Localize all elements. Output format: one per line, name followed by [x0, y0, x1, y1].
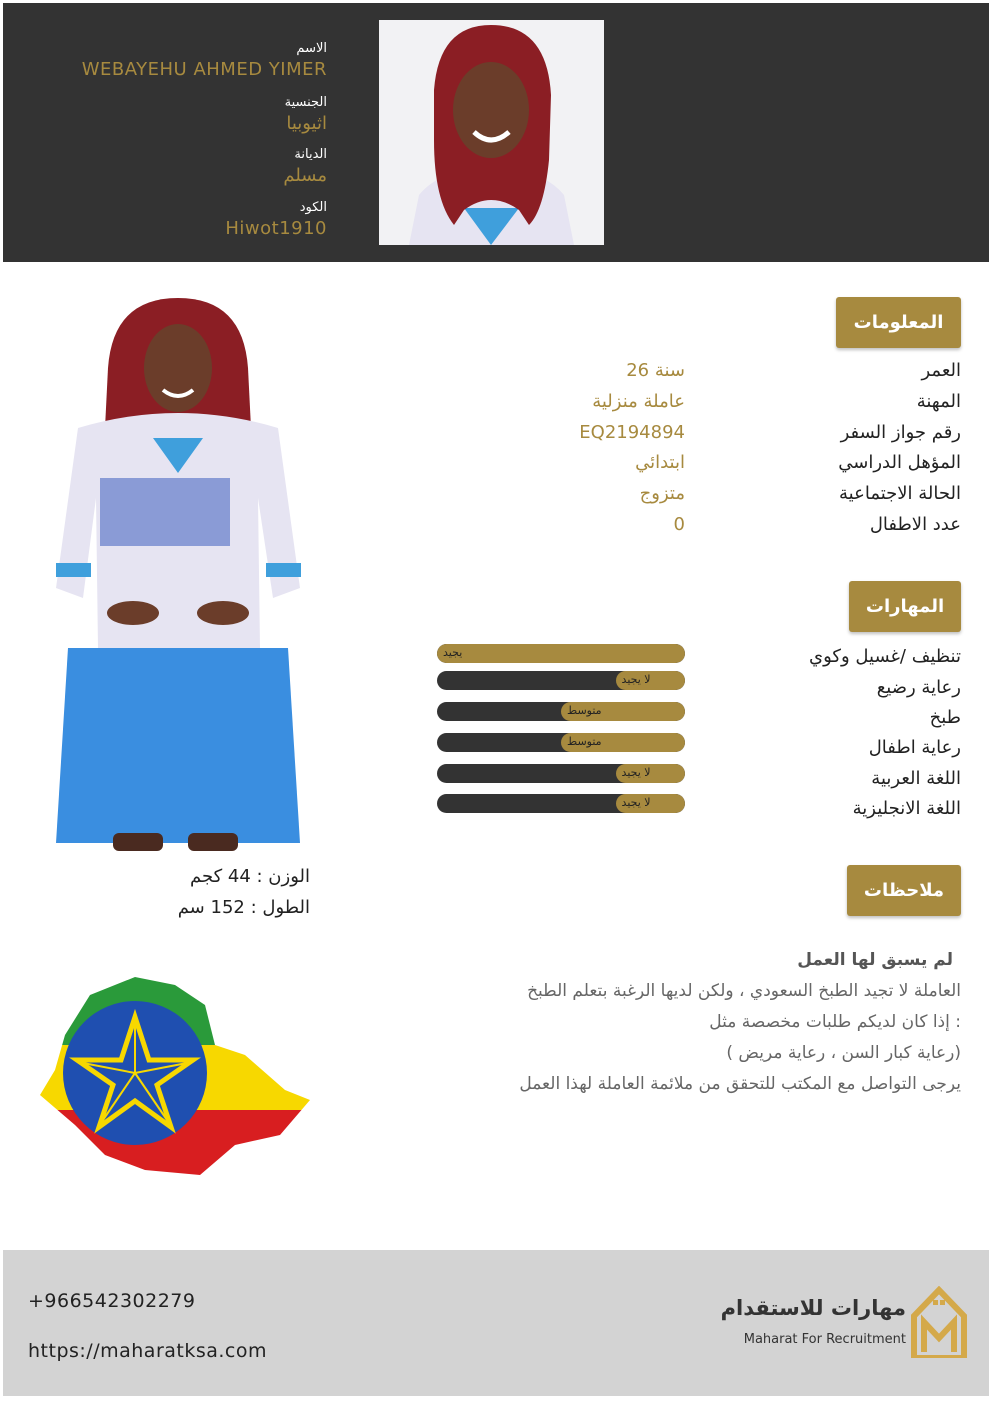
portrait-photo — [379, 20, 604, 245]
code-block — [225, 200, 327, 239]
skill-level-bar — [437, 733, 685, 752]
info-section-title: المعلومات — [836, 297, 961, 348]
notes-line: العاملة لا تجيد الطبخ السعودي ، ولكن لديها الرغبة بتعلم الطبخ — [527, 981, 961, 1001]
info-label: العمر — [921, 360, 961, 381]
house-m-logo-icon — [910, 1286, 968, 1358]
skill-label: طبخ — [929, 707, 961, 728]
footer — [3, 1250, 989, 1396]
info-value: 26 سنة — [626, 360, 685, 381]
company-logo — [720, 1286, 968, 1361]
code-value: Hiwot1910 — [225, 218, 327, 239]
logo-english-text: Maharat For Recruitment — [743, 1332, 906, 1347]
weight-text: الوزن : 44 كجم — [190, 866, 310, 887]
info-label: المهنة — [916, 391, 961, 412]
skill-level-bar — [437, 794, 685, 813]
info-value: 0 — [673, 514, 685, 535]
skill-level-bar — [437, 644, 685, 663]
skill-level-text: متوسط — [567, 735, 602, 748]
nationality-block — [285, 95, 327, 134]
skill-level-bar — [437, 702, 685, 721]
skill-label: رعاية اطفال — [868, 737, 961, 758]
name-block — [82, 41, 327, 80]
skill-level-text: يجيد — [443, 646, 463, 659]
skill-label: اللغة الانجليزية — [852, 798, 961, 819]
skill-level-text: لا يجيد — [621, 796, 651, 809]
skill-label: رعاية رضيع — [876, 677, 961, 698]
logo-arabic-text: مهارات للاستقدام — [720, 1296, 906, 1320]
skill-label: تنظيف /غسيل وكوي — [809, 646, 961, 667]
info-value: ابتدائي — [635, 452, 685, 473]
nationality-value: اثيوبيا — [286, 113, 327, 134]
skills-section-title: المهارات — [849, 581, 961, 632]
notes-section-title: ملاحظات — [847, 865, 961, 916]
website-link[interactable]: https://maharatksa.com — [28, 1340, 268, 1362]
skill-level-text: لا يجيد — [621, 766, 651, 779]
code-label: الكود — [299, 200, 327, 215]
phone-number[interactable]: +966542302279 — [28, 1290, 196, 1312]
full-body-photo — [38, 298, 316, 858]
notes-line: إذا كان لديكم طلبات مخصصة مثل : — [709, 1012, 961, 1032]
info-label: رقم جواز السفر — [840, 422, 961, 443]
ethiopia-flag-map — [35, 975, 315, 1180]
skill-level-bar — [437, 764, 685, 783]
notes-heading: لم يسبق لها العمل — [797, 950, 953, 970]
skill-level-text: متوسط — [567, 704, 602, 717]
notes-block — [519, 950, 961, 1105]
skill-level-fill — [437, 644, 685, 663]
notes-line: ( رعاية كبار السن ، رعاية مريض) — [726, 1043, 961, 1063]
height-text: الطول : 152 سم — [177, 897, 310, 918]
notes-line: يرجى التواصل مع المكتب للتحقق من ملائمة العاملة لهذا العمل — [519, 1074, 961, 1094]
nationality-label: الجنسية — [284, 95, 327, 110]
info-label: عدد الاطفال — [869, 514, 961, 535]
info-value: EQ2194894 — [579, 422, 685, 443]
name-label: الاسم — [296, 41, 327, 56]
religion-block — [283, 147, 327, 186]
skill-level-text: لا يجيد — [621, 673, 651, 686]
religion-value: مسلم — [283, 165, 327, 186]
info-label: المؤهل الدراسي — [838, 452, 961, 473]
skill-level-bar — [437, 671, 685, 690]
name-value: WEBAYEHU AHMED YIMER — [81, 59, 327, 80]
info-label: الحالة الاجتماعية — [839, 483, 961, 504]
skill-label: اللغة العربية — [871, 768, 961, 789]
info-value: متزوج — [639, 483, 685, 504]
religion-label: الديانة — [294, 147, 327, 162]
info-value: عاملة منزلية — [592, 391, 685, 412]
